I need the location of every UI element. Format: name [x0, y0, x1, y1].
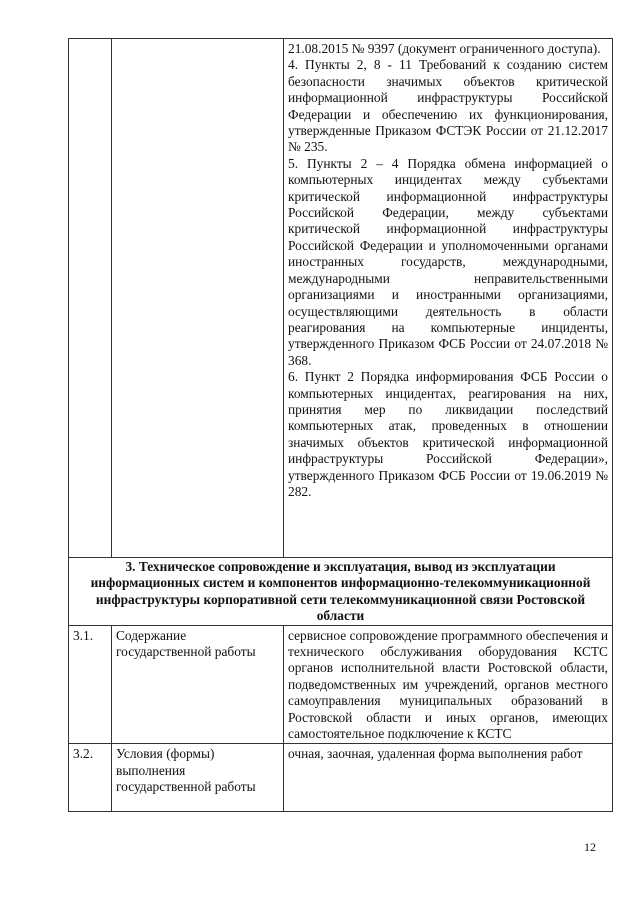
- row-label: Условия (формы) выполнения государственной работы: [112, 744, 284, 812]
- row-label: Содержание государственной работы: [112, 625, 284, 744]
- page-number: 12: [584, 840, 596, 854]
- paragraph: 21.08.2015 № 9397 (документ ограниченного доступа).: [288, 41, 601, 56]
- paragraph: 5. Пункты 2 – 4 Порядка обмена информацией о компьютерных инцидентах между субъектами критической информационной инфраструктуры Российской Федерации, между субъектами критической информационной инфраструктуры Российской Федерации и уполномоченными органами иностранных государств, международными, международными неправительственными организациями и иностранными организациями, осуществляющими деятельность в области реагирования на компьютерные инциденты, утвержденного Приказом ФСБ России от 24.07.2018 № 368.: [288, 155, 608, 368]
- table-row: [69, 39, 613, 558]
- table-row: [69, 744, 613, 812]
- section-title: 3. Техническое сопровождение и эксплуатация, вывод из эксплуатации информационных систем и компонентов информационно-телекоммуникационной инфраструктуры корпоративной сети телекоммуникационной связи Ростовской области: [69, 558, 613, 626]
- section-header-row: [69, 558, 613, 626]
- paragraph: 4. Пункты 2, 8 - 11 Требований к созданию систем безопасности значимых объектов критической информационной инфраструктуры Российской Федерации и обеспечению их функционирования, утвержденные Приказом ФСТЭК России от 21.12.2017 № 235.: [288, 57, 608, 155]
- table-row: [69, 625, 613, 744]
- row-value: очная, заочная, удаленная форма выполнения работ: [284, 744, 613, 812]
- paragraph: 6. Пункт 2 Порядка информирования ФСБ России о компьютерных инцидентах, реагирования на них, принятия мер по ликвидации последствий компьютерных атак, проведенных в отношении значимых объектов критической информационной инфраструктуры Российской Федерации», утвержденного Приказом ФСБ России от 19.06.2019 № 282.: [288, 369, 608, 499]
- number-cell: [69, 39, 112, 558]
- row-number: 3.2.: [69, 744, 112, 812]
- row-number: 3.1.: [69, 625, 112, 744]
- row-value: сервисное сопровождение программного обеспечения и технического обслуживания оборудования КСТС органов исполнительной власти Ростовской области, подведомственных им учреждений, органов местного самоуправления муниципальных образований в Ростовской области и иных органов, имеющих самостоятельное подключение к КСТС: [284, 625, 613, 744]
- requirements-table: [68, 38, 613, 812]
- label-cell: [112, 39, 284, 558]
- continuation-cell: [284, 39, 613, 558]
